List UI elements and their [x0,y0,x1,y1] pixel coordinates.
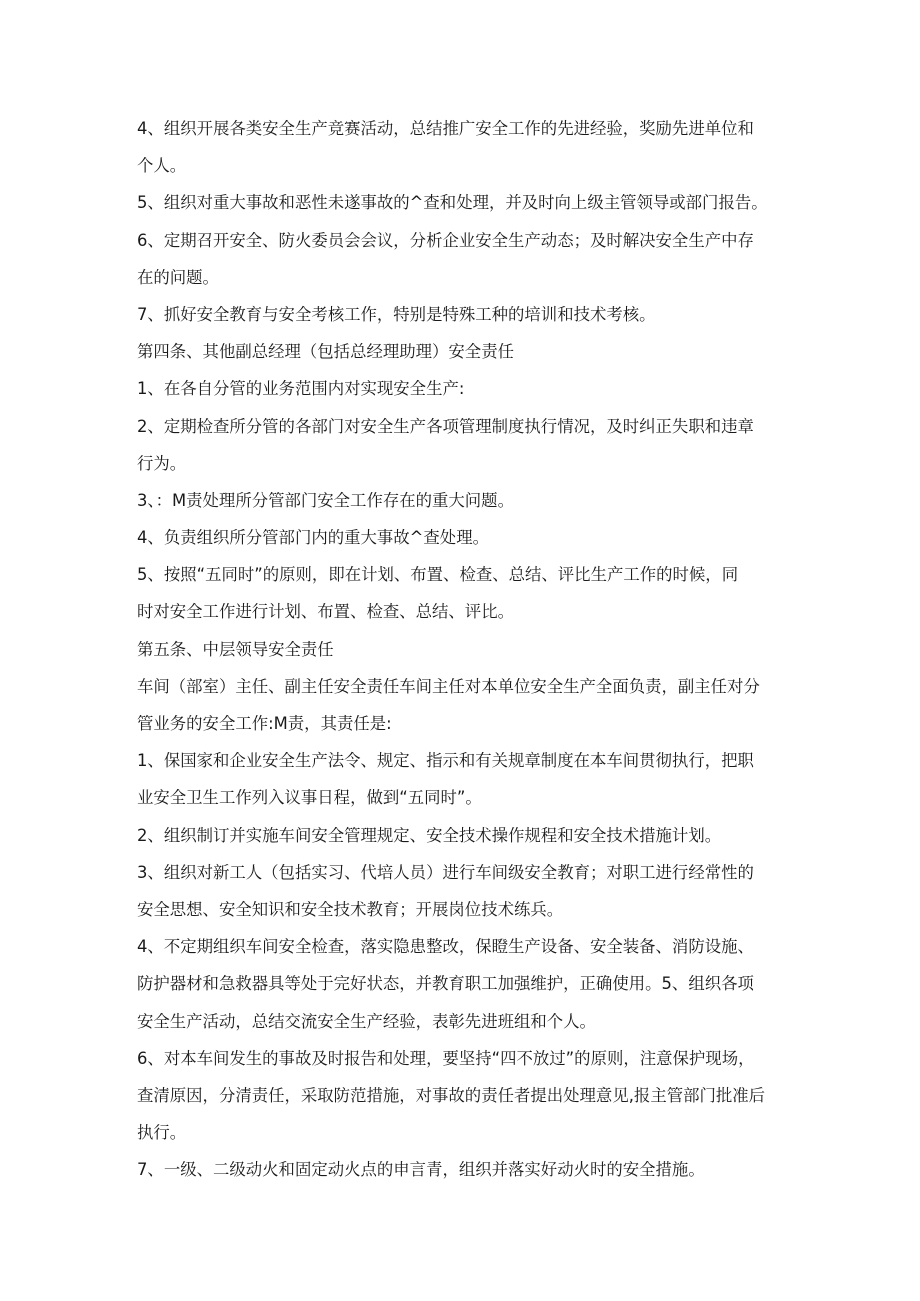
document-body [137,110,797,1188]
text-line: 2、组织制订并实施车间安全管理规定、安全技术操作规程和安全技术措施计划。 [137,825,722,845]
text-line: 执行。 [137,1123,187,1143]
text-line: 6、对本车间发生的事故及时报告和处理，要坚持“四不放过”的原则，注意保护现场， [137,1048,755,1068]
text-line: 管业务的安全工作:M责，其责任是: [137,714,392,733]
section-heading: 第四条、其他副总经理（包括总经理助理）安全责任 [137,342,514,362]
text-line: 1、保国家和企业安全生产法令、规定、指示和有关规章制度在本车间贯彻执行，把职 [137,751,754,771]
text-line: 业安全卫生工作列入议事日程，做到“五同时”。 [137,788,482,808]
text-line: 在的问题。 [137,267,219,287]
text-line: 3、组织对新工人（包括实习、代培人员）进行车间级安全教育；对职工进行经常性的 [137,862,754,882]
text-line: 车间（部室）主任、副主任安全责任车间主任对本单位安全生产全面负责，副主任对分 [137,676,760,696]
text-line: 时对安全工作进行计划、布置、检查、总结、评比。 [137,602,514,622]
text-line: 2、定期检查所分管的各部门对安全生产各项管理制度执行情况，及时纠正失职和违章 [137,416,754,436]
section-heading: 第五条、中层领导安全责任 [137,639,334,659]
text-line: 防护器材和急救器具等处于完好状态，并教育职工加强维护，正确使用。5、组织各项 [137,974,754,994]
text-line: 3、：M责处理所分管部门安全工作存在的重大问题。 [137,490,514,510]
text-line: 安全生产活动，总结交流安全生产经验，表彰先进班组和个人。 [137,1011,596,1031]
text-line: 7、一级、二级动火和固定动火点的申言青，组织并落实好动火时的安全措施。 [137,1160,705,1180]
text-line: 个人。 [137,156,187,176]
text-line: 安全思想、安全知识和安全技术教育；开展岗位技术练兵。 [137,899,564,919]
text-line: 4、不定期组织车间安全检查，落实隐患整改，保瞪生产设备、安全装备、消防设施、 [137,937,754,957]
text-line: 4、负责组织所分管部门内的重大事故^查处理。 [137,528,489,548]
text-line: 6、定期召开安全、防火委员会会议，分析企业安全生产动态；及时解决安全生产中存 [137,230,754,250]
text-line: 5、按照“五同时”的原则，即在计划、布置、检查、总结、评比生产工作的时候，同 [137,565,739,585]
text-line: 5、组织对重大事故和恶性未遂事故的^查和处理，并及时向上级主管领导或部门报告。 [137,193,768,213]
text-line: 1、在各自分管的业务范围内对实现安全生产: [137,379,465,399]
text-line: 查清原因，分清责任，采取防范措施，对事故的责任者提出处理意见,报主管部门批准后 [137,1085,766,1105]
text-line: 行为。 [137,453,187,473]
text-line: 4、组织开展各类安全生产竞赛活动，总结推广安全工作的先进经验，奖励先进单位和 [137,119,754,138]
text-line: 7、抓好安全教育与安全考核工作，特别是特殊工种的培训和技术考核。 [137,304,656,324]
